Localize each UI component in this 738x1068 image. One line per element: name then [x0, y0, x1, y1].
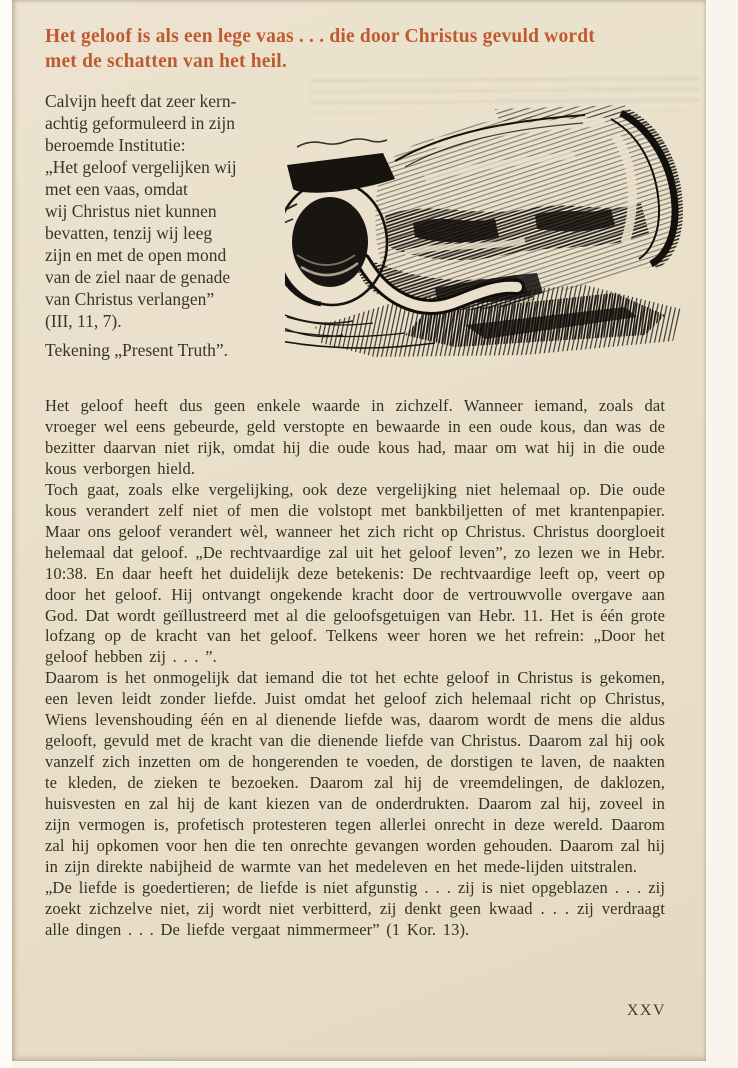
- left-column-line: van de ziel naar de genade: [45, 267, 231, 287]
- left-column-line: van Christus verlangen”: [45, 289, 215, 309]
- book-page: [12, 0, 706, 1061]
- left-column-line: Calvijn heeft dat zeer kern-: [45, 91, 237, 111]
- scan-edge: [0, 0, 12, 1068]
- page-title-line: Het geloof is als een lege vaas . . . die door Christus gevuld wordt: [45, 26, 596, 47]
- page-number: XXV: [626, 1002, 666, 1019]
- body-paragraph: „De liefde is goedertieren; de liefde is niet afgunstig . . . zij is niet opgeblazen . . . zij zoekt zichzelve niet, zij wordt niet verbitterd, zij denkt geen kwaad . . . zij verdraagt alle dingen . . . De liefde vergaat nimmermeer” (1 Kor. 13).: [45, 877, 665, 939]
- body-paragraph: Daarom is het onmogelijk dat iemand die tot het echte geloof in Christus is gekomen, een leven leidt zonder liefde. Juist omdat het geloof zich helemaal richt op Christus, Wiens levenshouding één en al dienende liefde was, daarom wordt de mens die aldus gelooft, gevuld met de kracht van die dienende liefde van Christus. Daarom zal hij ook vanzelf zich inzetten om de hongerenden te voeden, de dorstigen te laven, de naakten te kleden, de zieken te bezoeken. Daarom zal hij de vreemdelingen, de daklozen, huisvesten en zal hij de kant kiezen van de onderdrukten. Daarom zal hij, zoveel in zijn vermogen is, profetisch protesteren tegen allerlei onrecht in deze wereld. Daarom zal hij opkomen voor hen die ten onrechte gevangen worden gehouden. Daarom zal hij in zijn direkte nabijheid de warmte van het medeleven en het mede-lijden uitstralen.: [45, 668, 665, 876]
- jug-mouth: [285, 181, 387, 305]
- page-title: [45, 25, 645, 74]
- left-column-line: (III, 11, 7).: [45, 311, 122, 331]
- left-column-text: [45, 90, 305, 332]
- illustration-caption: Tekening „Present Truth”.: [45, 340, 228, 360]
- left-column-line: achtig geformuleerd in zijn: [45, 113, 235, 133]
- left-column-line: met een vaas, omdat: [45, 179, 188, 199]
- left-column-line: bevatten, tenzij wij leeg: [45, 223, 213, 243]
- body-paragraph: Het geloof heeft dus geen enkele waarde in zichzelf. Wanneer iemand, zoals dat vroeger wel eens gebeurde, geld verstopte en bewaarde in een oude kous, dan was de bezitter daarvan niet rijk, omdat hij die oude kous had, maar om wat hij in die oude kous verborgen hield.: [45, 396, 665, 478]
- left-column-line: zijn en met de open mond: [45, 245, 227, 265]
- page-title-line: met de schatten van het heil.: [45, 50, 287, 72]
- left-column-line: beroemde Institutie:: [45, 135, 186, 155]
- jug-ink-drawing-illustration: [285, 102, 710, 389]
- body-paragraph: Toch gaat, zoals elke vergelijking, ook deze vergelijking niet helemaal op. Die oude kous verandert zelf niet of men die volstopt met bankbiljetten of met krantenpapier. Maar ons geloof verandert wèl, wanneer het zich richt op Christus. Christus doorgloeit helemaal dat geloof. „De rechtvaardige zal uit het geloof leven”, zo lezen we in Hebr. 10:38. En daar heeft het duidelijk deze betekenis: De rechtvaardige leeft op, veert op door het geloof. Hij ontvangt ongekende kracht door de vertrouwvolle overgave aan God. Dat wordt geïllustreerd met al die geloofsgetuigen van Hebr. 11. Het is één grote lofzang op de kracht van het geloof. Telkens weer horen we het refrein: „Door het geloof hebben zij . . . ”.: [45, 479, 665, 667]
- body-text: [45, 396, 665, 941]
- left-column-line: „Het geloof vergelijken wij: [45, 157, 237, 177]
- left-column-line: wij Christus niet kunnen: [45, 201, 217, 221]
